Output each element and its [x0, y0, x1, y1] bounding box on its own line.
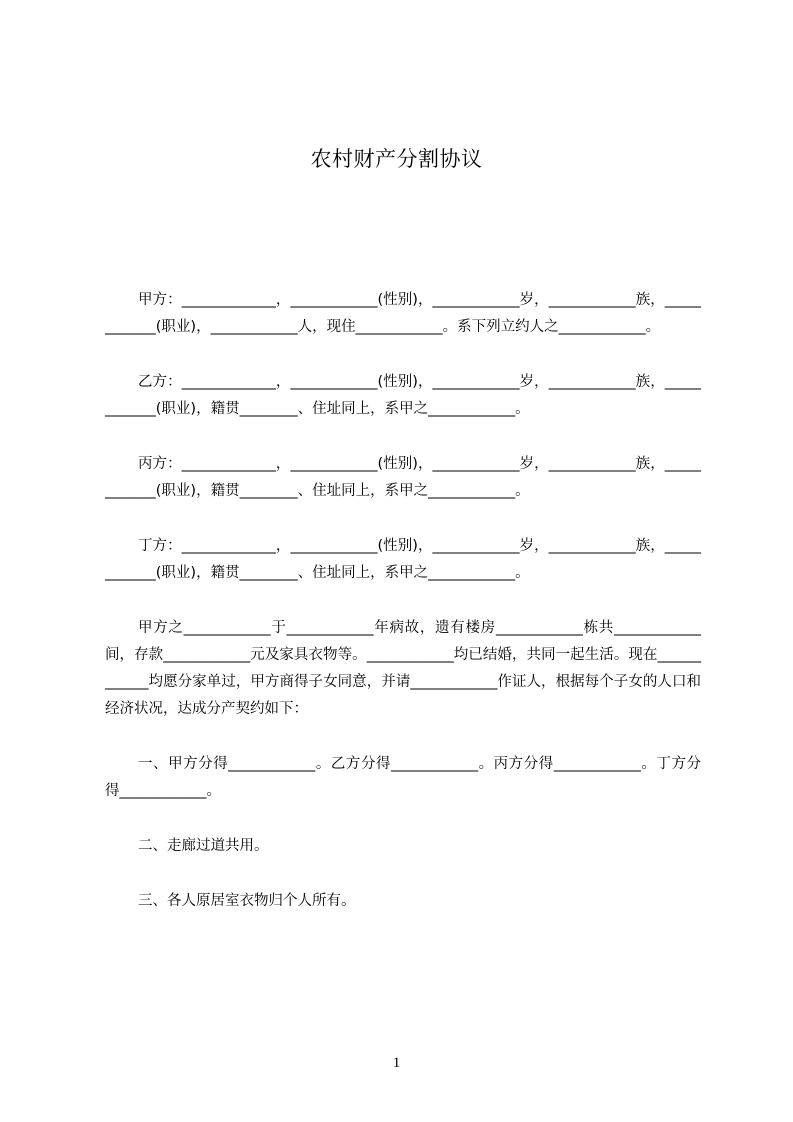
party-b-paragraph: 乙方：_____________，____________(性别)，____________岁，____________族，____________(职业)，籍贯________、住址同上，系甲之____________。 [105, 373, 701, 418]
document-title: 农村财产分割协议 [310, 147, 483, 171]
clause-3-paragraph: 三、各人原居室衣物归个人所有。 [138, 892, 356, 909]
document-body [105, 287, 701, 942]
clause-1-paragraph: 一、甲方分得____________。乙方分得____________。丙方分得____________。丁方分得____________。 [105, 756, 701, 800]
party-c-paragraph: 丙方：_____________，____________(性别)，____________岁，____________族，____________(职业)，籍贯________、住址同上，系甲之____________。 [105, 455, 701, 500]
background-paragraph: 甲方之____________于____________年病故，遗有楼房____________栋共____________间，存款____________元及家具衣物等。____________均已结婚，共同一起生活。现在____________均愿分家单过，甲方商得子女同意，并请____________作证人，根据每个子女的人口和经济状况，达成分产契约如下： [105, 619, 701, 718]
clause-2-paragraph: 二、走廊过道共用。 [138, 837, 269, 854]
party-d-paragraph: 丁方：_____________，____________(性别)，____________岁，____________族，____________(职业)，籍贯________、住址同上，系甲之____________。 [105, 537, 701, 581]
page-number: 1 [392, 1055, 401, 1071]
party-a-paragraph: 甲方：_____________，____________(性别)，____________岁，____________族，____________(职业)，____________人，现住____________。系下列立约人之____________。 [105, 292, 701, 336]
